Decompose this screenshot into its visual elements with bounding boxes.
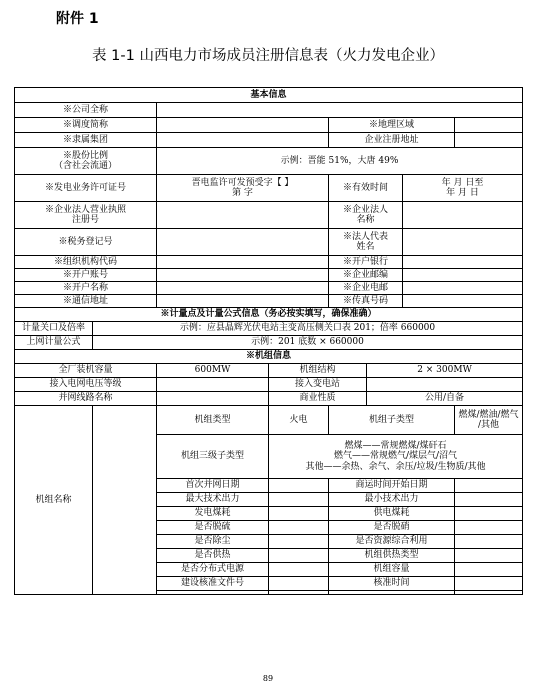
- section-units: ※机组信息: [15, 350, 523, 364]
- subtype-label: 机组子类型: [329, 406, 455, 435]
- unit-name-field[interactable]: [93, 406, 157, 595]
- share-ratio-label: ※股份比例 （含社会流通）: [15, 148, 157, 175]
- page-number: 89: [262, 674, 274, 683]
- reg-address-label: 企业注册地址: [329, 133, 455, 148]
- license-field[interactable]: 晋电监许可发预受字【 】 第 字: [157, 175, 329, 202]
- distributed-field[interactable]: [269, 563, 329, 577]
- validity-label: ※有效时间: [329, 175, 403, 202]
- line-name-field[interactable]: [157, 392, 269, 406]
- approval-time-field[interactable]: [455, 577, 523, 591]
- distributed-label: 是否分布式电源: [157, 563, 269, 577]
- dispatch-name-field[interactable]: [157, 118, 329, 133]
- org-code-field[interactable]: [157, 256, 329, 269]
- max-output-field[interactable]: [269, 493, 329, 507]
- business-license-label: ※企业法人营业执照 注册号: [15, 202, 157, 229]
- company-name-field[interactable]: [157, 103, 523, 118]
- unit-name-label: 机组名称: [15, 406, 93, 595]
- formula-example[interactable]: 示例：201 底数 × 660000: [93, 336, 523, 350]
- commercial-value[interactable]: 公用/自备: [367, 392, 523, 406]
- supply-coal-label: 供电煤耗: [329, 507, 455, 521]
- gen-coal-field[interactable]: [269, 507, 329, 521]
- first-grid-date-label: 首次并网日期: [157, 479, 269, 493]
- postcode-label: ※企业邮编: [329, 269, 403, 282]
- structure-label: 机组结构: [269, 364, 367, 378]
- account-no-field[interactable]: [157, 269, 329, 282]
- account-name-label: ※开户名称: [15, 282, 157, 295]
- address-label: ※通信地址: [15, 295, 157, 308]
- denitr-field[interactable]: [455, 521, 523, 535]
- tertiary-label: 机组三级子类型: [157, 435, 269, 479]
- account-name-field[interactable]: [157, 282, 329, 295]
- min-output-field[interactable]: [455, 493, 523, 507]
- legal-rep-field[interactable]: [403, 229, 523, 256]
- email-field[interactable]: [403, 282, 523, 295]
- max-output-label: 最大技术出力: [157, 493, 269, 507]
- heating-type-label: 机组供热类型: [329, 549, 455, 563]
- unit-type-label: 机组类型: [157, 406, 269, 435]
- gateway-label: 计量关口及倍率: [15, 322, 93, 336]
- formula-label: 上网计量公式: [15, 336, 93, 350]
- license-label: ※发电业务许可证号: [15, 175, 157, 202]
- unit-capacity-label: 机组容量: [329, 563, 455, 577]
- extra-row-cell: [269, 591, 329, 595]
- fax-field[interactable]: [403, 295, 523, 308]
- approval-time-label: 核准时间: [329, 577, 455, 591]
- substation-field[interactable]: [367, 378, 523, 392]
- min-output-label: 最小技术出力: [329, 493, 455, 507]
- fax-label: ※传真号码: [329, 295, 403, 308]
- extra-row-cell: [157, 591, 269, 595]
- dispatch-name-label: ※调度简称: [15, 118, 157, 133]
- region-field[interactable]: [455, 118, 523, 133]
- dedust-field[interactable]: [269, 535, 329, 549]
- approval-doc-label: 建设核准文件号: [157, 577, 269, 591]
- legal-entity-label: ※企业法人 名称: [329, 202, 403, 229]
- region-label: ※地理区域: [329, 118, 455, 133]
- reg-address-field[interactable]: [455, 133, 523, 148]
- commercial-start-label: 商运时间开始日期: [329, 479, 455, 493]
- business-license-field[interactable]: [157, 202, 329, 229]
- voltage-field[interactable]: [157, 378, 269, 392]
- section-metering: ※计量点及计量公式信息（务必按实填写，确保准确）: [15, 308, 523, 322]
- substation-label: 接入变电站: [269, 378, 367, 392]
- resource-util-field[interactable]: [455, 535, 523, 549]
- email-label: ※企业电邮: [329, 282, 403, 295]
- tax-reg-field[interactable]: [157, 229, 329, 256]
- unit-type-value[interactable]: 火电: [269, 406, 329, 435]
- approval-doc-field[interactable]: [269, 577, 329, 591]
- desulf-label: 是否脱硫: [157, 521, 269, 535]
- heating-label: 是否供热: [157, 549, 269, 563]
- postcode-field[interactable]: [403, 269, 523, 282]
- voltage-label: 接入电网电压等级: [15, 378, 157, 392]
- commercial-label: 商业性质: [269, 392, 367, 406]
- registration-form-table: [14, 87, 523, 595]
- unit-capacity-field[interactable]: [455, 563, 523, 577]
- legal-rep-label: ※法人代表 姓名: [329, 229, 403, 256]
- company-name-label: ※公司全称: [15, 103, 157, 118]
- first-grid-date-field[interactable]: [269, 479, 329, 493]
- gateway-example[interactable]: 示例：应县晶辉光伏电站主变高压侧关口表 201；倍率 660000: [93, 322, 523, 336]
- bank-label: ※开户银行: [329, 256, 403, 269]
- validity-field[interactable]: 年 月 日至 年 月 日: [403, 175, 523, 202]
- document-title: 表 1-1 山西电力市场成员注册信息表（火力发电企业）: [92, 48, 444, 64]
- share-ratio-example[interactable]: 示例：晋能 51%，大唐 49%: [157, 148, 523, 175]
- extra-row-cell: [329, 591, 455, 595]
- gen-coal-label: 发电煤耗: [157, 507, 269, 521]
- capacity-label: 全厂装机容量: [15, 364, 157, 378]
- desulf-field[interactable]: [269, 521, 329, 535]
- legal-entity-field[interactable]: [403, 202, 523, 229]
- capacity-value[interactable]: 600MW: [157, 364, 269, 378]
- org-code-label: ※组织机构代码: [15, 256, 157, 269]
- group-field[interactable]: [157, 133, 329, 148]
- dedust-label: 是否除尘: [157, 535, 269, 549]
- account-no-label: ※开户账号: [15, 269, 157, 282]
- resource-util-label: 是否资源综合利用: [329, 535, 455, 549]
- supply-coal-field[interactable]: [455, 507, 523, 521]
- address-field[interactable]: [157, 295, 329, 308]
- section-basic-info: 基本信息: [15, 88, 523, 103]
- extra-row-cell: [455, 591, 523, 595]
- subtype-value[interactable]: 燃煤/燃油/燃气 /其他: [455, 406, 523, 435]
- structure-value[interactable]: 2 × 300MW: [367, 364, 523, 378]
- tertiary-value[interactable]: 燃煤——常规燃煤/煤矸石 燃气——常规燃气/煤层气/沼气 其他——余热、余气、余压/垃圾/生物质/其他: [269, 435, 523, 479]
- commercial-start-field[interactable]: [455, 479, 523, 493]
- denitr-label: 是否脱硝: [329, 521, 455, 535]
- tax-reg-label: ※税务登记号: [15, 229, 157, 256]
- group-label: ※隶属集团: [15, 133, 157, 148]
- bank-field[interactable]: [403, 256, 523, 269]
- attachment-label: 附件 1: [56, 11, 99, 27]
- heating-field[interactable]: [269, 549, 329, 563]
- line-name-label: 并网线路名称: [15, 392, 157, 406]
- heating-type-field[interactable]: [455, 549, 523, 563]
